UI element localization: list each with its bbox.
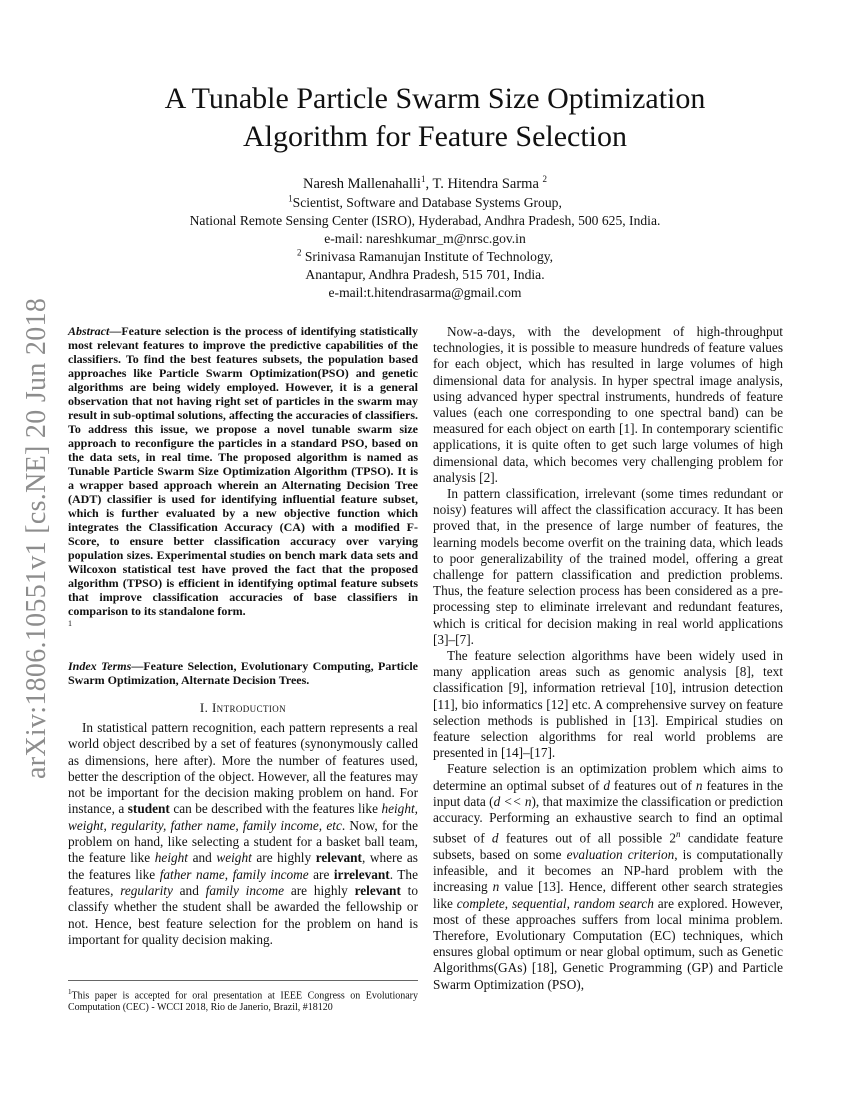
author-block (160, 175, 690, 302)
emphasis-regularity: regularity (120, 882, 173, 898)
text-run: to classify whether the student shall be awarded the fellowship or not. Hence, best feature selection for the problem on hand is important for quality decision making. (68, 882, 418, 947)
emphasis-evaluation-criterion: evaluation criterion (566, 846, 675, 862)
author-separator: , (425, 176, 433, 192)
text-run: value [13]. Hence, different other search strategies like (433, 879, 783, 911)
intro-paragraph-1 (68, 720, 418, 948)
abstract-label: Abstract (68, 324, 110, 338)
index-terms-dash: — (131, 659, 144, 673)
math-d-much-less-n: d << n (493, 793, 532, 809)
affiliation-2-line-2: Anantapur, Andhra Pradesh, 515 701, India. (305, 267, 545, 282)
math-n: n (695, 777, 703, 793)
paper-title (90, 80, 780, 156)
section-title: Introduction (211, 700, 287, 715)
text-run: In statistical pattern recognition, each pattern represents a real world object described by a set of features (synonymously called as dimensions, here after). More the number of features used, better the description of the object. However, all the features may not be important for the decision making problem on hand. For instance, a (68, 720, 418, 817)
text-run: . Now, for the problem on hand, like selecting a student for a basket ball team, the feature like (68, 817, 418, 866)
body-paragraph-3: The feature selection algorithms have been widely used in many application areas such as genomic analysis [8], text classification [9], information retrieval [10], intrusion detection [11], bio informatics [12] etc. A comprehensive survey on feature selection methods is published in [13]. Empirical studies on feature selection algorithms for real world problems are presented in [14]–[17]. (433, 648, 783, 761)
body-paragraph-4 (433, 761, 783, 992)
emphasis-height: height (154, 850, 189, 866)
right-column (433, 324, 783, 993)
affiliation-2-mark: 2 (296, 247, 302, 258)
footnote-line-1: This paper is accepted for oral presentation at IEEE Congress on Evolutionary Computation (CEC) - WCCI 2018, Rio de Janerio, Brazil, #18120 (68, 990, 418, 1014)
text-run: candidate feature subsets, based on some (433, 830, 783, 862)
section-number: I. (199, 700, 212, 715)
emphasis-relevant: relevant (315, 850, 362, 866)
footnote (68, 980, 418, 1014)
affiliation-2-line-1: Srinivasa Ramanujan Institute of Technology, (304, 249, 554, 264)
abstract-text: Feature selection is the process of identifying statistically most relevant features to improve the predictive capabilities of the classifiers. To find the best features subsets, the population based approaches like Particle Swarm Optimization(PSO) and genetic algorithms are being widely employed. However, it is a general observation that not having right set of particles in the swarm may result in sub-optimal solutions, affecting the accuracies of classifiers. To address this issue, we propose a novel tunable swarm size approach to reconfigure the particles in a standard PSO, based on the data sets, in real time. The proposed algorithm is named as Tunable Particle Swarm Size Optimization Algorithm (TPSO). It is a wrapper based approach wherein an Alternating Decision Tree (ADT) classifier is used for identifying influential feature subset, which is further evaluated by a new objective function which integrates the Classification Accuracy (CA) with a modified F-Score, to ensure better classification accuracy over varying population sizes. Experimental studies on bench mark data sets and Wilcoxon statistical test have proved the fact that the proposed algorithm (TPSO) is efficient in identifying optimal feature subsets that improve classification accuracies of base classifiers in comparison to its standalone form. (68, 324, 418, 618)
emphasis-family-income: family income (205, 882, 285, 898)
text-run: . The features, (68, 866, 418, 898)
emphasis-family-income: family income (232, 866, 309, 882)
abstract (68, 324, 418, 618)
text-run: , (504, 895, 512, 911)
text-run: , is computationally infeasible, and it becomes an NP-hard problem with the increasing (433, 846, 783, 895)
emphasis-complete: complete (456, 895, 505, 911)
footnote-text (68, 986, 418, 1014)
left-column (68, 324, 418, 948)
text-run: , where as the features like (68, 850, 418, 882)
affiliation-1 (160, 194, 690, 212)
abstract-dash: — (109, 324, 122, 338)
text-run: features in the input data ( (433, 777, 783, 809)
body-paragraph-2: In pattern classification, irrelevant (some times redundant or noisy) features will affect the classification accuracy. It has been proved that, in the presence of large number of features, the learning models become overfit on the training data, which leads to poor generalizability of the trained model, offering a great challenge for pattern classification and prediction problems. Thus, the feature selection process has been considered as a pre-processing step to eliminate irrelevant and redundant features, which is critical for decision making in real world applications [3]–[7]. (433, 486, 783, 647)
index-terms (68, 659, 418, 687)
title-line-2: Algorithm for Feature Selection (242, 120, 628, 153)
footnote-mark: 1 (68, 988, 72, 996)
emphasis-father-name: father name (159, 866, 225, 882)
math-exponent-n: n (676, 829, 681, 840)
text-run: are explored. However, most of these approaches suffers from local minima problem. Therefore, Evolutionary Computation (EC) techniques, which ensures global optimum or near global optimum, such as Genetic Algorithms(GAs) [18], Genetic Programming (GP) and Particle Swarm Optimization (PSO), (433, 895, 783, 992)
affiliation-1-line-1: Scientist, Software and Database Systems Group, (292, 195, 562, 210)
text-run: can be described with the features like (169, 801, 382, 817)
affiliation-2 (160, 248, 690, 266)
affiliation-1-mark: 1 (288, 193, 293, 204)
text-run: ), that maximize the classification or prediction accuracy. Performing an exhaustive search to find an optimal subset of (433, 793, 783, 846)
index-terms-text: Feature Selection, Evolutionary Computing, Particle Swarm Optimization, Alternate Decision Trees. (68, 659, 418, 687)
title-line-1: A Tunable Particle Swarm Size Optimization (164, 82, 706, 115)
text-run: are highly (251, 850, 316, 866)
math-d: d (603, 777, 610, 793)
emphasis-student: student (127, 801, 170, 817)
text-run: and (188, 850, 217, 866)
author-2-mark: 2 (542, 174, 548, 185)
affiliation-1-email: e-mail: nareshkumar_m@nrsc.gov.in (324, 231, 526, 246)
arxiv-identifier: arXiv:1806.10551v1 [cs.NE] 20 Jun 2018 (21, 297, 52, 779)
emphasis-irrelevant: irrelevant (333, 866, 390, 882)
math-n: n (492, 879, 500, 895)
text-run: , (566, 895, 574, 911)
text-run: are highly (284, 882, 355, 898)
text-run: are (308, 866, 334, 882)
text-run: Feature selection is an optimization problem which aims to determine an optimal subset of (433, 761, 783, 793)
author-1: Naresh Mallenahalli (302, 176, 421, 192)
author-2: T. Hitendra Sarma (432, 176, 539, 192)
section-heading-introduction (68, 700, 418, 716)
author-names (160, 175, 690, 193)
body-paragraph-1: Now-a-days, with the development of high-throughput technologies, it is possible to measure hundreds of feature values for each object, which has resulted in large volumes of high dimensional data for analysis. In hyper spectral image analysis, using advanced hyper spectral instruments, hundreds of feature values (each one corresponding to one spectral band) can be measured for each object on earth [1]. In contemporary scientific applications, it is quite often to get such large volumes of high dimensional data, which becomes very challenging problem for analysis [2]. (433, 324, 783, 485)
text-run: features out of (609, 777, 696, 793)
emphasis-random-search: random search (573, 895, 654, 911)
affiliation-2-email: e-mail:t.hitendrasarma@gmail.com (328, 285, 522, 300)
math-d: d (491, 830, 499, 846)
author-1-mark: 1 (420, 174, 426, 185)
emphasis-sequential: sequential (511, 895, 567, 911)
text-run: , (224, 866, 233, 882)
text-run: features out of all possible 2 (498, 830, 677, 846)
text-run: and (172, 882, 206, 898)
emphasis-weight: weight (216, 850, 252, 866)
emphasis-features: height, weight, regularity, father name, family income, etc (68, 801, 418, 833)
abstract-footnote-mark: 1 (68, 619, 72, 628)
emphasis-relevant: relevant (354, 882, 401, 898)
index-terms-label: Index Terms (68, 659, 132, 673)
affiliation-1-line-2: National Remote Sensing Center (ISRO), Hyderabad, Andhra Pradesh, 500 625, India. (189, 213, 661, 228)
